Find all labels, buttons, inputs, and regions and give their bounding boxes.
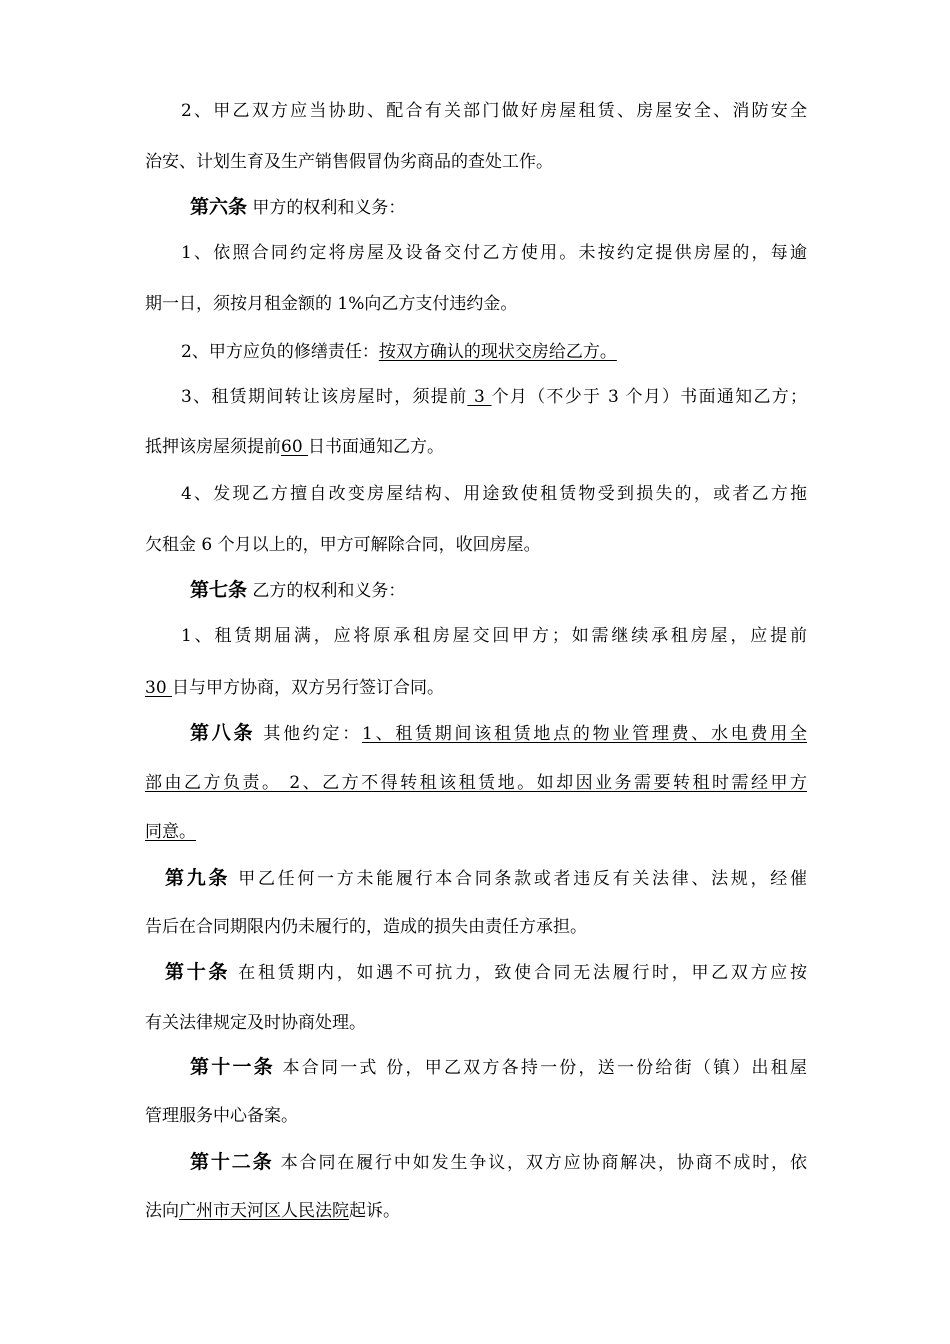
clause-6-3-days-blank: 60 [281, 437, 309, 457]
clause-6-3-part-2: 个月（不少于 3 个月）书面通知乙方； [491, 387, 807, 407]
clause-6-2-filled: 按双方确认的现状交房给乙方。 [378, 342, 617, 362]
article-7-heading [190, 578, 807, 603]
article-12-line-2 [145, 1199, 807, 1223]
article-8-title: 第八条 [190, 722, 256, 744]
article-9-text: 甲乙任何一方未能履行本合同条款或者违反有关法律、法规，经催 [230, 869, 807, 889]
clause-6-3-part-3: 抵押该房屋须提前 [145, 437, 281, 457]
article-12-part-1: 法向 [145, 1201, 179, 1221]
clause-6-3-line-1 [181, 385, 807, 409]
clause-7-1-line-2 [145, 676, 807, 700]
clause-7-1-days-blank: 30 [145, 678, 173, 698]
clause-7-1-text: 日与甲方协商，双方另行签订合同。 [172, 678, 445, 698]
clause-6-3-months-blank: 3 [467, 387, 492, 407]
clause-5-2-line-2: 治安、计划生育及生产销售假冒伪劣商品的查处工作。 [145, 152, 553, 172]
clause-7-1-line-1: 1、租赁期届满，应将原承租房屋交回甲方；如需继续承租房屋，应提前 [181, 626, 807, 646]
article-6-heading [190, 195, 807, 220]
article-6-text: 甲方的权利和义务： [247, 198, 406, 218]
article-9-heading [165, 866, 807, 891]
article-8-heading [190, 721, 807, 746]
article-11-heading [190, 1055, 807, 1080]
clause-6-3-line-2 [145, 435, 807, 459]
article-6-title: 第六条 [190, 196, 248, 218]
article-12-title: 第十二条 [190, 1151, 274, 1173]
article-7-title: 第七条 [190, 579, 248, 601]
article-8-line-2 [145, 771, 807, 795]
clause-6-3-part-4: 日书面通知乙方。 [308, 437, 445, 457]
clause-6-1-line-2: 期一日，须按月租金额的 1%向乙方支付违约金。 [145, 294, 518, 314]
article-8-filled-3: 同意。 [145, 822, 196, 842]
article-11-title: 第十一条 [190, 1056, 275, 1078]
article-12-heading [190, 1150, 807, 1175]
article-9-line-2: 告后在合同期限内仍未履行的，造成的损失由责任方承担。 [145, 917, 587, 937]
article-10-text: 在租赁期内，如遇不可抗力，致使合同无法履行时，甲乙双方应按 [230, 963, 807, 983]
clause-6-2 [181, 340, 807, 364]
clause-6-3-part-1: 3、租赁期间转让该房屋时，须提前 [181, 387, 468, 407]
article-12-court: 广州市天河区人民法院 [179, 1201, 349, 1221]
article-11-line-2: 管理服务中心备案。 [145, 1106, 298, 1126]
clause-6-4-line-1: 4、发现乙方擅自改变房屋结构、用途致使租赁物受到损失的，或者乙方拖 [181, 484, 807, 504]
clause-5-2-line-1: 2、甲乙双方应当协助、配合有关部门做好房屋租赁、房屋安全、消防安全 [181, 101, 807, 121]
article-12-text: 本合同在履行中如发生争议，双方应协商解决，协商不成时，依 [273, 1153, 807, 1173]
clause-6-2-label: 2、甲方应负的修缮责任： [181, 342, 379, 362]
article-12-part-2: 起诉。 [349, 1201, 400, 1221]
article-8-filled-1: 1、租赁期间该租赁地点的物业管理费、水电费用全 [362, 724, 807, 744]
article-7-text: 乙方的权利和义务： [247, 581, 406, 601]
clause-6-4-line-2: 欠租金 6 个月以上的，甲方可解除合同，收回房屋。 [145, 535, 541, 555]
article-8-text: 其他约定： [255, 724, 363, 744]
article-9-title: 第九条 [165, 867, 231, 889]
article-10-heading [165, 960, 807, 985]
article-10-title: 第十条 [165, 961, 231, 983]
article-10-line-2: 有关法律规定及时协商处理。 [145, 1013, 366, 1033]
article-8-line-3 [145, 820, 807, 844]
clause-6-1-line-1: 1、依照合同约定将房屋及设备交付乙方使用。未按约定提供房屋的，每逾 [181, 243, 807, 263]
article-11-text: 本合同一式 份，甲乙双方各持一份，送一份给街（镇）出租屋 [274, 1058, 807, 1078]
article-8-filled-2: 部由乙方负责。 2、乙方不得转租该租赁地。如却因业务需要转租时需经甲方 [145, 773, 807, 793]
